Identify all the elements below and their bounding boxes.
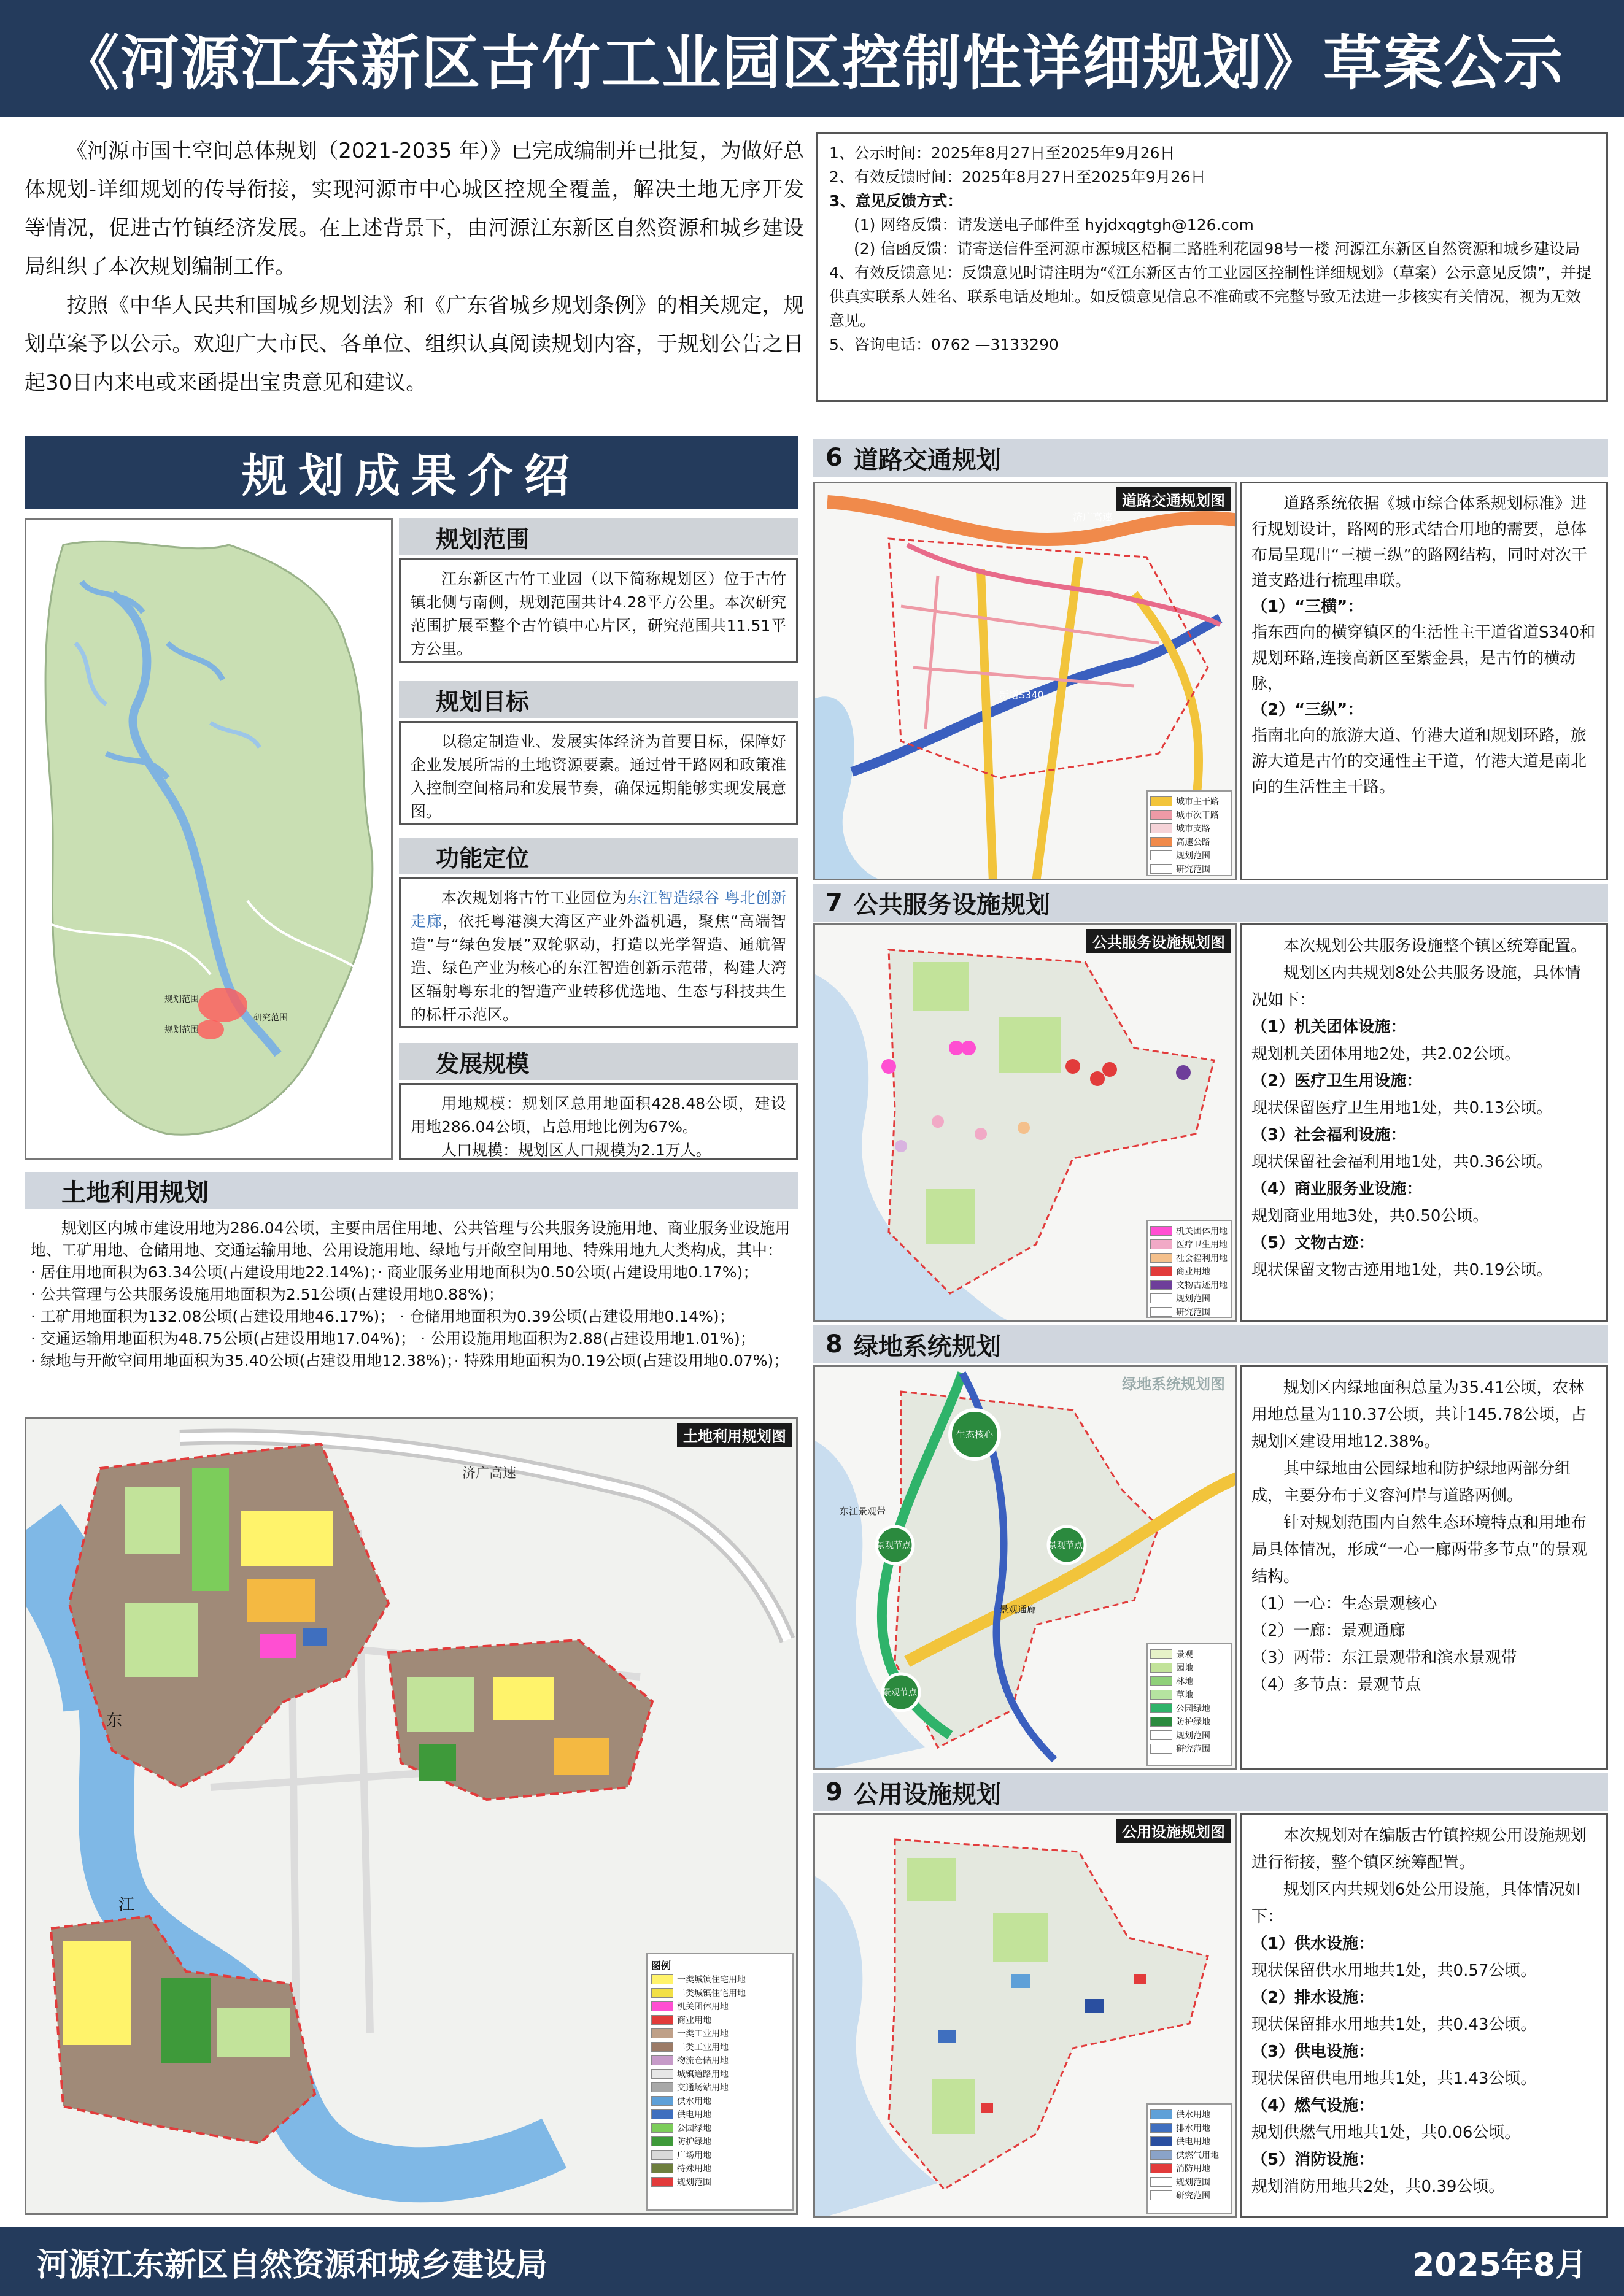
legend-label: 研究范围: [1176, 2191, 1210, 2201]
legend-label: 研究范围: [1176, 1308, 1210, 1317]
legend-swatch: [1150, 1744, 1172, 1754]
text-line: （1）“三横”：: [1251, 598, 1364, 616]
legend-item: [651, 2108, 789, 2121]
legend-label: 规划范围: [1176, 851, 1210, 861]
legend-swatch: [1150, 1266, 1172, 1276]
legend-swatch: [651, 1988, 673, 1998]
legend-item: [651, 2122, 789, 2134]
legend-swatch: [651, 2096, 673, 2106]
text-line: 指南北向的旅游大道、竹港大道和规划环路，旅游大道是古竹的交通性主干道，竹港大道是南北向的生活性主干路。: [1251, 726, 1587, 796]
legend-item: [651, 2014, 789, 2026]
green-node-1: 景观节点: [876, 1541, 911, 1551]
legend-item: [1150, 1675, 1229, 1687]
legend-item: [1150, 1252, 1229, 1264]
utility-map: [813, 1813, 1237, 2218]
utility-map-tag: 公用设施规划图: [1116, 1819, 1231, 1843]
legend-item: [1150, 1662, 1229, 1674]
legend-label: 机关团体用地: [1176, 1227, 1228, 1236]
legend-swatch: [1150, 2123, 1172, 2133]
goal-box: [399, 721, 798, 825]
green-heading: [813, 1325, 1608, 1363]
legend-swatch: [1150, 1253, 1172, 1263]
legend-label: 广场用地: [677, 2151, 711, 2160]
footer-date: 2025年8月: [1412, 2246, 1587, 2284]
landuse-intro: 规划区内城市建设用地为286.04公顷，主要由居住用地、公共管理与公共服务设施用地、商业服务业设施用地、工矿用地、仓储用地、交通运输用地、公用设施用地、绿地与开敞空间用地、特殊用地九大类构成，其中：: [31, 1219, 791, 1259]
function-box: [399, 877, 798, 1028]
road-number: 6: [826, 444, 843, 472]
function-text: [411, 887, 786, 1027]
legend-label: 景观: [1176, 1650, 1193, 1660]
legend-swatch: [1150, 1663, 1172, 1673]
legend-item: [651, 2081, 789, 2094]
public-service-title: 公共服务设施规划: [853, 890, 1050, 919]
legend-swatch: [651, 2150, 673, 2160]
legend-swatch: [651, 2123, 673, 2133]
legend-label: 规划范围: [1176, 1294, 1210, 1304]
green-text-box: [1240, 1365, 1608, 1770]
notice-line: (2) 信函反馈：请寄送信件至河源市源城区梧桐二路胜利花园98号一楼 河源江东新区自然资源和城乡建设局: [854, 240, 1580, 258]
legend-item: [651, 2000, 789, 2013]
legend-label: 公园绿地: [1176, 1704, 1210, 1714]
legend-swatch: [1150, 1717, 1172, 1727]
text-line: （2）排水设施：: [1251, 1989, 1375, 2007]
legend-swatch: [651, 2028, 673, 2038]
text-line: 指东西向的横穿镇区的生活性主干道省道S340和规划环路,连接高新区至紫金县，是古竹的横动脉，: [1251, 623, 1596, 693]
legend-label: 高速公路: [1176, 838, 1210, 847]
legend-item: [1150, 2189, 1229, 2202]
text-line: 现状保留供电用地共1处，共1.43公顷。: [1251, 2070, 1537, 2088]
legend-item: [1150, 836, 1229, 848]
legend-swatch: [1150, 796, 1172, 806]
legend-swatch: [651, 2015, 673, 2025]
notice-phone: 5、咨询电话：0762 —3133290: [829, 336, 1059, 353]
landuse-item: · 绿地与开敞空间用地面积为35.40公顷(占建设用地12.38%)；· 特殊用地面积为0.19公顷(占建设用地0.07%)；: [31, 1352, 789, 1370]
green-node-core: 生态核心: [956, 1429, 994, 1440]
page-title: 《河源江东新区古竹工业园区控制性详细规划》草案公示: [0, 0, 1624, 117]
legend-label: 消防用地: [1176, 2164, 1210, 2174]
text-line: 现状保留文物古迹用地1处，共0.19公顷。: [1251, 1261, 1553, 1279]
legend-label: 物流仓储用地: [677, 2056, 729, 2066]
legend-label: 供水用地: [1176, 2110, 1210, 2120]
text-line: （4）商业服务业设施：: [1251, 1180, 1423, 1198]
legend-label: 供燃气用地: [1176, 2151, 1219, 2160]
legend-label: 一类工业用地: [677, 2029, 729, 2039]
notice-line: 1、公示时间：2025年8月27日至2025年9月26日: [829, 144, 1175, 162]
legend-swatch: [1150, 2190, 1172, 2200]
legend-label: 供电用地: [1176, 2137, 1210, 2147]
text-line: （2）医疗卫生用设施：: [1251, 1072, 1423, 1090]
text-line: 规划机关团体用地2处，共2.02公顷。: [1251, 1045, 1521, 1063]
legend-label: 文物古迹用地: [1176, 1281, 1228, 1290]
scale-box: [399, 1083, 798, 1160]
location-label-research: 研究范围: [253, 1013, 288, 1023]
footer-bar: [0, 2227, 1624, 2296]
legend-swatch: [1150, 1730, 1172, 1740]
legend-swatch: [1150, 1690, 1172, 1700]
text-line: （5）文物古迹：: [1251, 1234, 1375, 1252]
text-line: （1）机关团体设施：: [1251, 1018, 1407, 1036]
green-legend: [1146, 1643, 1232, 1766]
landuse-item: · 交通运输用地面积为48.75公顷(占建设用地17.04%)； · 公用设施用地面积为2.88(占建设用地1.01%)；: [31, 1330, 756, 1347]
legend-item: [651, 1987, 789, 1999]
legend-item: [651, 2068, 789, 2080]
utility-text-box: [1240, 1813, 1608, 2218]
scale-land: 用地规模：规划区总用地面积428.48公顷，建设用地286.04公顷，占总用地比例为67%。: [411, 1095, 786, 1136]
utility-title: 公用设施规划: [853, 1780, 1001, 1809]
legend-swatch: [1150, 864, 1172, 874]
legend-item: [1150, 1306, 1229, 1318]
legend-swatch: [1150, 1676, 1172, 1686]
landuse-item: · 公共管理与公共服务设施用地面积为2.51公顷(占建设用地0.88%)；: [31, 1285, 504, 1303]
footer-org: 河源江东新区自然资源和城乡建设局: [37, 2246, 548, 2284]
green-map: [813, 1365, 1237, 1770]
function-highlight: 东江智造绿谷 粤北创新走廊: [411, 889, 786, 930]
legend-swatch: [1150, 1280, 1172, 1290]
text-line: 规划消防用地共2处，共0.39公顷。: [1251, 2178, 1505, 2196]
intro-paragraph-2: 按照《中华人民共和国城乡规划法》和《广东省城乡规划条例》的相关规定，规划草案予以公示。欢迎广大市民、各单位、组织认真阅读规划内容，于规划公告之日起30日内来电或来函提出宝贵意见和建议。: [25, 293, 804, 395]
text-line: （5）消防设施：: [1251, 2151, 1375, 2169]
scale-population: 人口规模：规划区人口规模为2.1万人。: [441, 1141, 711, 1159]
landuse-heading: 土地利用规划: [25, 1172, 798, 1209]
legend-item: [1150, 2108, 1229, 2121]
legend-swatch: [651, 2177, 673, 2187]
legend-swatch: [1150, 2177, 1172, 2187]
legend-label: 供水用地: [677, 2097, 711, 2106]
location-map: [25, 518, 393, 1160]
legend-item: [1150, 1292, 1229, 1304]
function-text-b: ，依托粤港澳大湾区产业外溢机遇，聚焦“高端智造”与“绿色发展”双轮驱动，打造以光学智造、通航智造、绿色产业为核心的东江智造创新示范带，构建大湾区辐射粤东北的智造产业转移优选地、生态与科技共生的标杆示范区。: [411, 912, 786, 1023]
text-line: （2）一廊：景观通廊: [1251, 1622, 1406, 1640]
legend-item: [651, 2027, 789, 2040]
legend-label: 公园绿地: [677, 2124, 711, 2133]
expressway-label: 济广高速: [462, 1466, 517, 1481]
legend-swatch: [651, 2082, 673, 2092]
legend-swatch: [651, 2042, 673, 2052]
text-line: 规划区内绿地面积总量为35.41公顷，农林用地总量为110.37公顷，共计145.78公顷，占规划区建设用地12.38%。: [1251, 1379, 1587, 1451]
text-line: （4）燃气设施：: [1251, 2097, 1375, 2115]
results-title: 规划成果介绍: [25, 436, 798, 509]
legend-item: [1150, 1716, 1229, 1728]
legend-label: 医疗卫生用地: [1176, 1240, 1228, 1250]
legend-item: [1150, 1238, 1229, 1250]
road-expressway-label: 济广高速: [1073, 511, 1113, 523]
legend-swatch: [1150, 850, 1172, 860]
landuse-legend: [646, 1953, 794, 2211]
legend-swatch: [1150, 2163, 1172, 2173]
legend-item: [1150, 849, 1229, 861]
legend-swatch: [1150, 2150, 1172, 2160]
legend-item: [1150, 1265, 1229, 1277]
text-line: 道路系统依据《城市综合体系规划标准》进行规划设计，路网的形式结合用地的需要，总体布局呈现出“三横三纵”的路网结构，同时对次干道支路进行梳理串联。: [1251, 495, 1587, 590]
legend-item: [651, 1973, 789, 1986]
legend-swatch: [651, 1974, 673, 1984]
legend-label: 社会福利用地: [1176, 1254, 1228, 1263]
legend-label: 规划范围: [1176, 2178, 1210, 2187]
legend-swatch: [651, 2163, 673, 2173]
legend-swatch: [1150, 2109, 1172, 2119]
road-text-box: [1240, 482, 1608, 880]
legend-swatch: [651, 2109, 673, 2119]
road-map-tag: 道路交通规划图: [1116, 487, 1231, 511]
legend-swatch: [651, 2069, 673, 2079]
legend-item: [1150, 863, 1229, 875]
legend-label: 防护绿地: [677, 2137, 711, 2147]
intro-paragraph-1: 《河源市国土空间总体规划（2021-2035 年）》已完成编制并已批复，为做好总体规划-详细规划的传导衔接，实现河源市中心城区控规全覆盖，解决土地无序开发等情况，促进古竹镇经济发展。在上述背景下，由河源江东新区自然资源和城乡建设局组织了本次规划编制工作。: [25, 139, 804, 279]
notice-box: [816, 132, 1608, 402]
green-map-tag: 绿地系统规划图: [1122, 1376, 1225, 1393]
legend-item: [1150, 809, 1229, 821]
green-number: 8: [826, 1330, 843, 1358]
utility-number: 9: [826, 1778, 843, 1806]
legend-label: 机关团体用地: [677, 2002, 729, 2012]
legend-item: [1150, 2176, 1229, 2188]
legend-label: 二类城镇住宅用地: [677, 1989, 746, 1998]
function-heading: 功能定位: [399, 838, 798, 874]
legend-item: [1150, 2135, 1229, 2148]
landuse-item: · 工矿用地面积为132.08公顷(占建设用地46.17%)； · 仓储用地面积为0.39公顷(占建设用地0.14%)；: [31, 1308, 735, 1325]
text-line: 本次规划公共服务设施整个镇区统筹配置。: [1283, 937, 1587, 955]
legend-item: [1150, 1279, 1229, 1291]
legend-label: 研究范围: [1176, 1744, 1210, 1754]
scope-heading: 规划范围: [399, 518, 798, 555]
goal-heading: 规划目标: [399, 681, 798, 718]
legend-label: 二类工业用地: [677, 2043, 729, 2052]
green-river-label: 东江景观带: [840, 1506, 886, 1517]
utility-legend: [1146, 2103, 1232, 2214]
legend-swatch: [651, 2136, 673, 2146]
legend-label: 城市次干路: [1176, 811, 1219, 820]
location-label-range: 规划范围: [164, 995, 199, 1004]
notice-line: 2、有效反馈时间：2025年8月27日至2025年9月26日: [829, 168, 1206, 186]
landuse-item: · 居住用地面积为63.34公顷(占建设用地22.14%)；· 商业服务业用地面积为0.50公顷(占建设用地0.17%)；: [31, 1263, 759, 1281]
text-line: （1）一心：生态景观核心: [1251, 1595, 1437, 1613]
public-service-heading: [813, 884, 1608, 922]
legend-item: [651, 2054, 789, 2067]
scope-box: [399, 558, 798, 663]
landuse-map: [25, 1417, 798, 2215]
legend-label: 商业用地: [677, 2016, 711, 2025]
legend-item: [1150, 1225, 1229, 1237]
legend-label: 排水用地: [1176, 2124, 1210, 2133]
text-line: 现状保留供水用地共1处，共0.57公顷。: [1251, 1962, 1537, 1980]
road-heading: [813, 439, 1608, 477]
text-line: 规划供燃气用地共1处，共0.06公顷。: [1251, 2124, 1521, 2142]
public-service-text-box: [1240, 923, 1608, 1322]
legend-item: [1150, 1743, 1229, 1755]
legend-label: 城市主干路: [1176, 797, 1219, 807]
legend-label: 交通场站用地: [677, 2083, 729, 2093]
text-line: 规划区内共规划8处公共服务设施，具体情况如下：: [1251, 964, 1581, 1009]
legend-label: 特殊用地: [677, 2164, 711, 2174]
road-legend: [1146, 790, 1232, 876]
legend-item: [1150, 795, 1229, 807]
text-line: （1）供水设施：: [1251, 1935, 1375, 1953]
legend-label: 商业用地: [1176, 1267, 1210, 1277]
public-service-map-tag: 公共服务设施规划图: [1086, 929, 1231, 953]
legend-swatch: [651, 2001, 673, 2011]
river-label-b: 江: [118, 1896, 135, 1914]
scale-heading: 发展规模: [399, 1043, 798, 1080]
legend-item: [651, 2135, 789, 2148]
legend-label: 城镇道路用地: [677, 2070, 729, 2079]
legend-label: 林地: [1176, 1677, 1193, 1687]
scope-text: 江东新区古竹工业园（以下简称规划区）位于古竹镇北侧与南侧，规划范围共计4.28平方公里。本次研究范围扩展至整个古竹镇中心片区，研究范围共11.51平方公里。: [411, 570, 786, 658]
road-provincial-label: 新增S340: [999, 689, 1044, 701]
legend-label: 一类城镇住宅用地: [677, 1975, 746, 1985]
legend-swatch: [1150, 1293, 1172, 1303]
text-line: （3）社会福利设施：: [1251, 1126, 1407, 1144]
legend-swatch: [1150, 1307, 1172, 1317]
text-line: 规划商业用地3处，共0.50公顷。: [1251, 1207, 1489, 1225]
public-service-map: [813, 923, 1237, 1322]
legend-item: [1150, 822, 1229, 834]
utility-heading: [813, 1773, 1608, 1811]
legend-label: 研究范围: [1176, 865, 1210, 874]
legend-swatch: [1150, 1226, 1172, 1236]
text-line: （2）“三纵”：: [1251, 701, 1364, 719]
text-line: 其中绿地由公园绿地和防护绿地两部分组成，主要分布于义容河岸与道路两侧。: [1251, 1460, 1571, 1505]
legend-item: [1150, 1729, 1229, 1741]
legend-swatch: [1150, 1649, 1172, 1659]
legend-swatch: [651, 2055, 673, 2065]
notice-line: 4、有效反馈意见：反馈意见时请注明为“《江东新区古竹工业园区控制性详细规划》（草案）公示意见反馈”，并提供真实联系人姓名、联系电话及地址。如反馈意见信息不准确或不完整导致无法进一步核实有关情况，视为无效意见。: [829, 264, 1591, 329]
location-label-range-2: 规划范围: [164, 1025, 199, 1035]
legend-label: 供电用地: [677, 2110, 711, 2120]
legend-swatch: [1150, 2136, 1172, 2146]
legend-swatch: [1150, 810, 1172, 820]
public-service-legend: [1146, 1220, 1232, 1318]
text-line: （3）两带：东江景观带和滨水景观带: [1251, 1649, 1517, 1667]
text-line: 现状保留医疗卫生用地1处，共0.13公顷。: [1251, 1099, 1553, 1117]
legend-swatch: [1150, 1703, 1172, 1713]
text-line: 本次规划对在编版古竹镇控规公用设施规划进行衔接，整个镇区统筹配置。: [1251, 1827, 1587, 1872]
legend-item: [651, 2149, 789, 2161]
public-service-number: 7: [826, 888, 843, 917]
text-line: （4）多节点：景观节点: [1251, 1676, 1421, 1694]
legend-item: [1150, 1689, 1229, 1701]
legend-label: 规划范围: [677, 2178, 711, 2187]
landuse-text: [25, 1215, 798, 1411]
legend-swatch: [1150, 1239, 1172, 1249]
text-line: 现状保留社会福利用地1处，共0.36公顷。: [1251, 1153, 1553, 1171]
text-line: 针对规划范围内自然生态环境特点和用地布局具体情况，形成“一心一廊两带多节点”的景观结构。: [1251, 1514, 1587, 1586]
goal-text: 以稳定制造业、发展实体经济为首要目标，保障好企业发展所需的土地资源要素。通过骨干路网和政策准入控制空间格局和发展节奏，确保远期能够实现发展意图。: [411, 733, 786, 820]
function-text-a: 本次规划将古竹工业园位为: [441, 889, 627, 907]
legend-label: 规划范围: [1176, 1731, 1210, 1741]
legend-item: [1150, 2162, 1229, 2175]
text-line: （3）供电设施：: [1251, 2043, 1375, 2061]
legend-item: [1150, 2122, 1229, 2134]
green-axis-label: 景观通廊: [999, 1604, 1037, 1615]
legend-label: 园地: [1176, 1663, 1193, 1673]
legend-item: [1150, 2149, 1229, 2161]
legend-label: 城市支路: [1176, 824, 1210, 834]
notice-email: (1) 网络反馈：请发送电子邮件至 hyjdxqgtgh@126.com: [854, 216, 1254, 234]
legend-swatch: [1150, 837, 1172, 847]
river-label-a: 东: [106, 1712, 123, 1730]
green-title: 绿地系统规划: [853, 1332, 1001, 1361]
text-line: 现状保留排水用地共1处，共0.43公顷。: [1251, 2016, 1537, 2034]
landuse-map-tag: 土地利用规划图: [677, 1423, 792, 1447]
legend-item: [651, 2041, 789, 2053]
green-node-2: 景观节点: [1048, 1541, 1083, 1551]
legend-title: 图例: [651, 1960, 671, 1971]
legend-item: [1150, 1702, 1229, 1714]
legend-item: [651, 2176, 789, 2188]
intro-text: [25, 132, 804, 402]
road-title: 道路交通规划: [853, 445, 1001, 474]
legend-item: [651, 2162, 789, 2175]
legend-swatch: [1150, 823, 1172, 833]
text-line: 规划区内共规划6处公用设施，具体情况如下：: [1251, 1881, 1581, 1926]
legend-label: 防护绿地: [1176, 1717, 1210, 1727]
road-map: [813, 482, 1237, 880]
green-node-3: 景观节点: [883, 1688, 917, 1698]
legend-label: 草地: [1176, 1690, 1193, 1700]
legend-item: [651, 2095, 789, 2107]
notice-line: 3、意见反馈方式：: [829, 192, 963, 210]
legend-item: [1150, 1648, 1229, 1660]
